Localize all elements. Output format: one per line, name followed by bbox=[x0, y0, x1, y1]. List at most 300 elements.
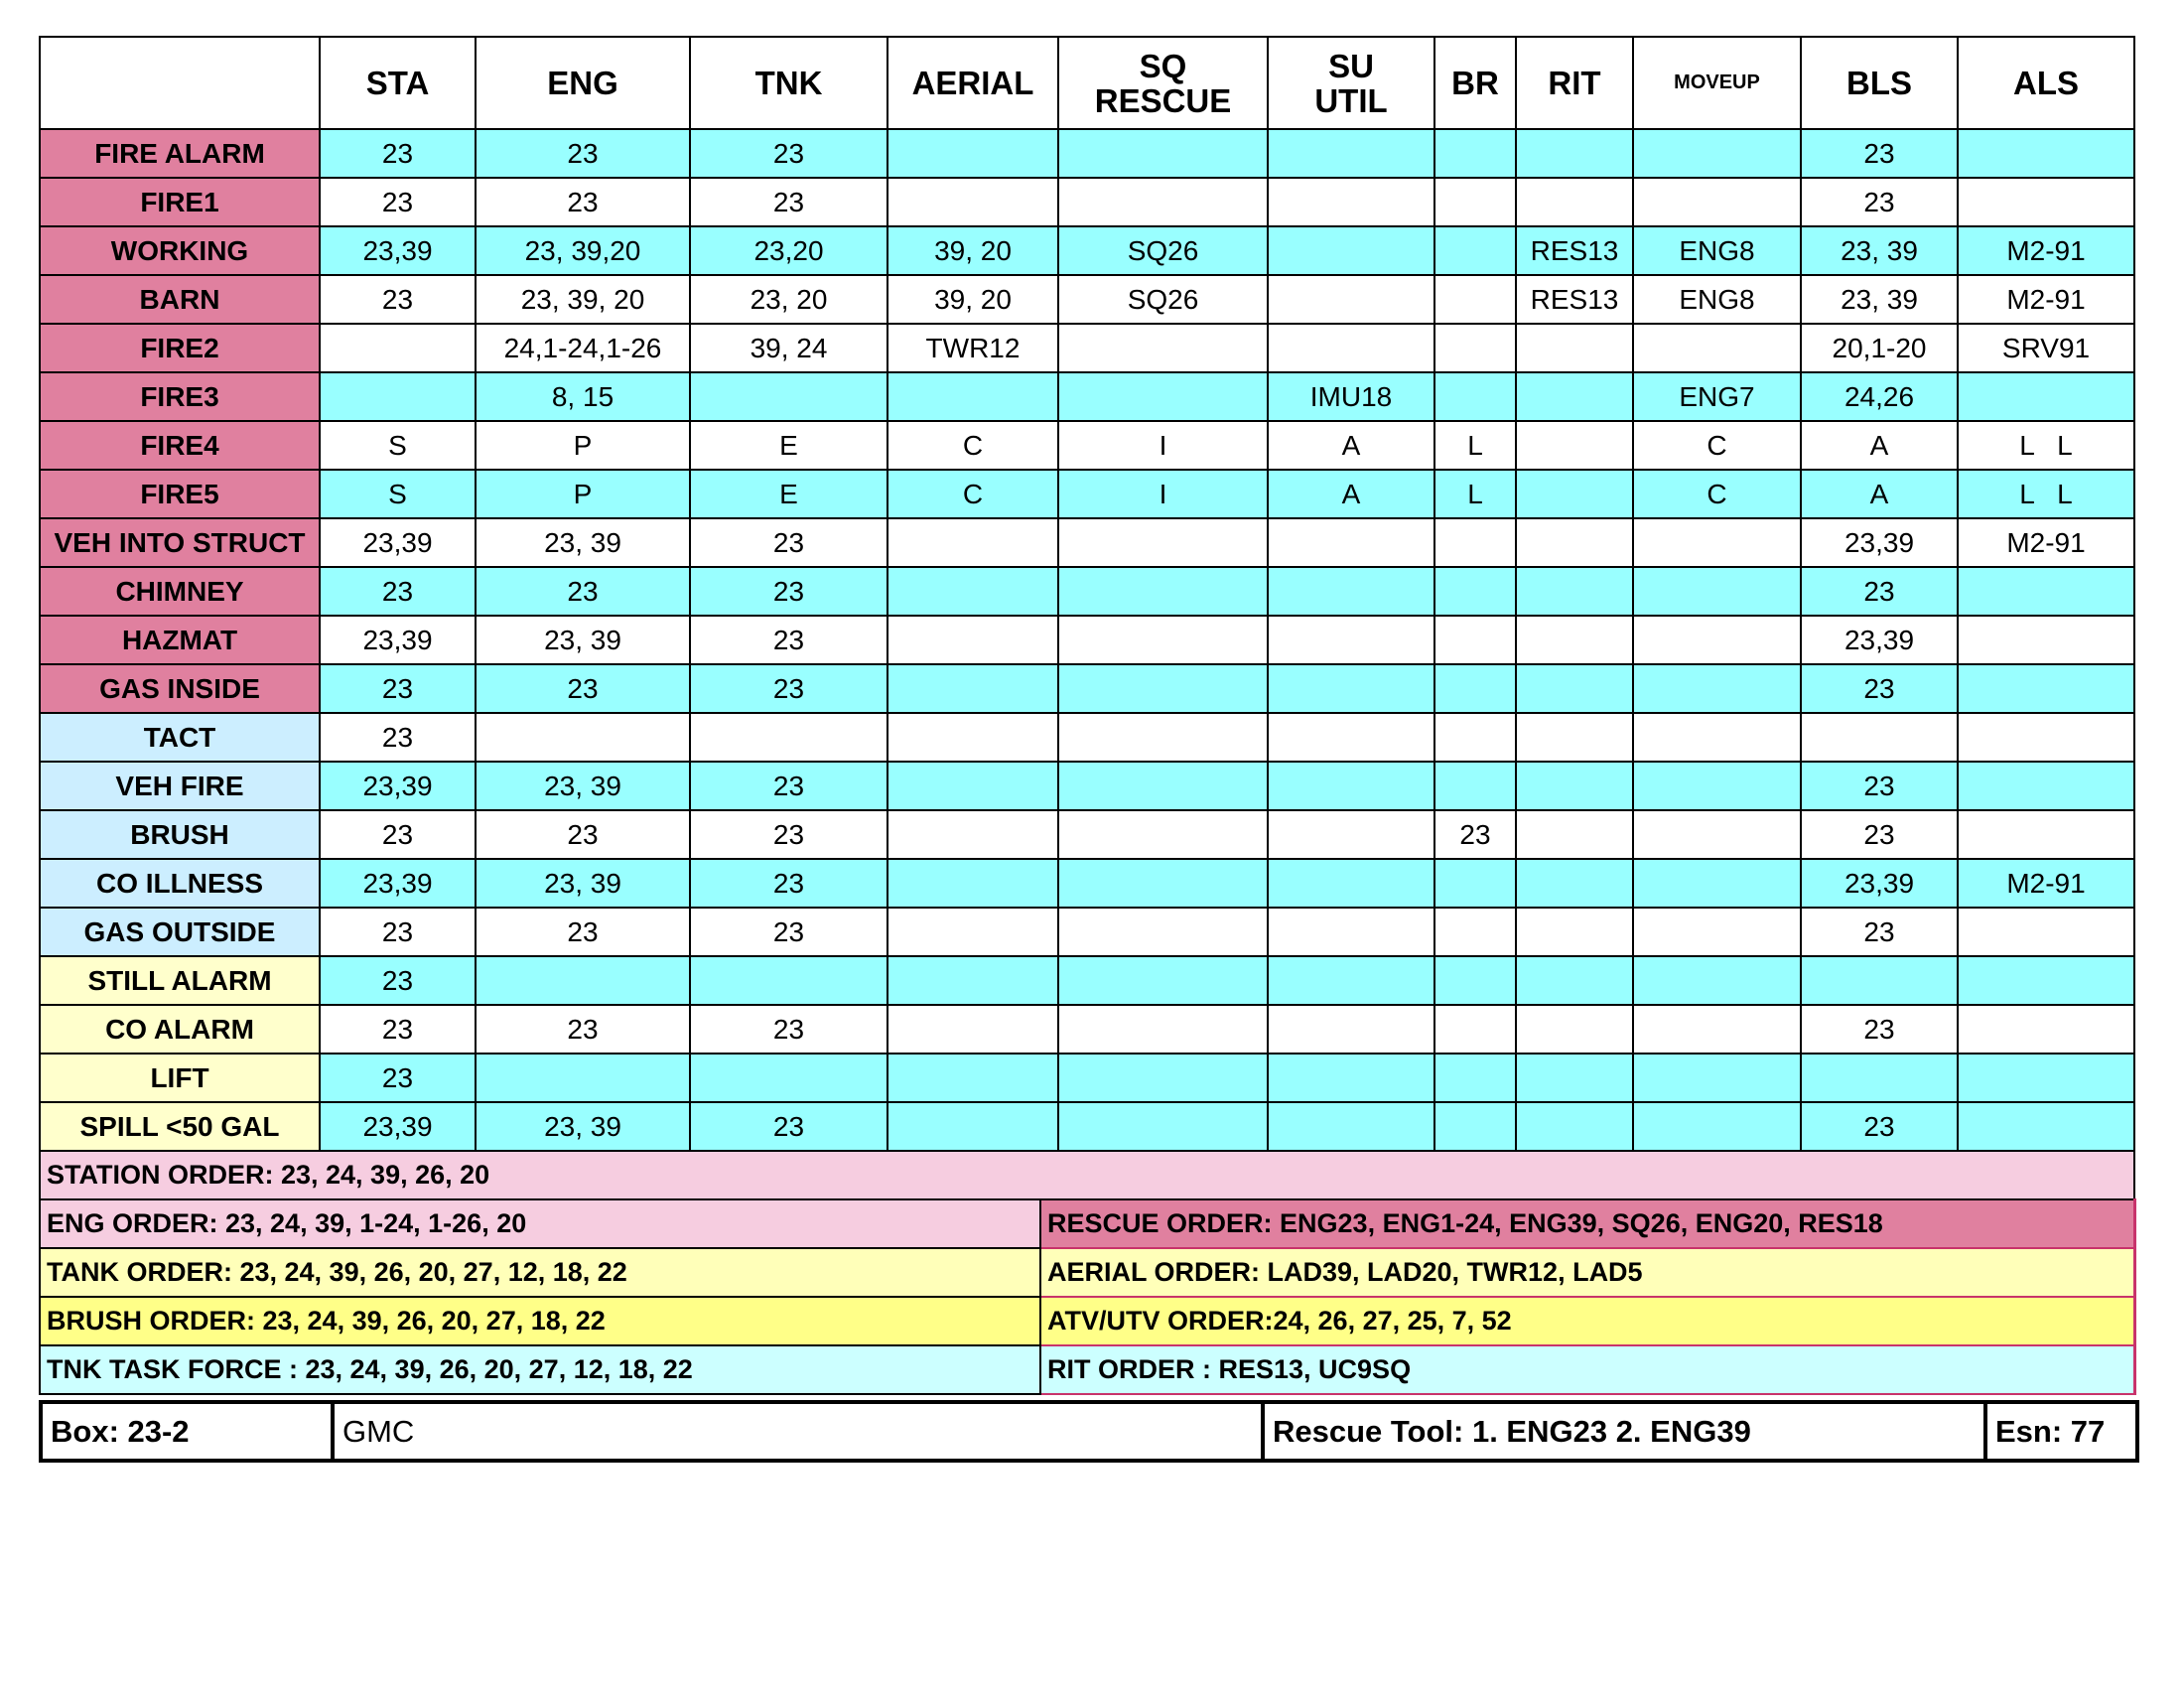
table-cell bbox=[1633, 1102, 1801, 1151]
table-row bbox=[40, 1005, 2134, 1054]
table-cell: 23 bbox=[690, 567, 887, 616]
table-cell bbox=[1958, 616, 2134, 664]
table-cell bbox=[1058, 1102, 1268, 1151]
column-header: SU UTIL bbox=[1268, 37, 1434, 129]
header-row bbox=[40, 37, 2134, 129]
row-label: GAS INSIDE bbox=[40, 664, 320, 713]
table-cell bbox=[1268, 518, 1434, 567]
table-cell bbox=[1434, 1054, 1516, 1102]
table-cell: RES13 bbox=[1516, 226, 1633, 275]
table-cell bbox=[1268, 956, 1434, 1005]
table-cell bbox=[476, 956, 690, 1005]
table-cell: 23 bbox=[320, 664, 476, 713]
row-label: FIRE1 bbox=[40, 178, 320, 226]
table-cell bbox=[1058, 616, 1268, 664]
table-cell bbox=[1058, 810, 1268, 859]
table-row bbox=[40, 178, 2134, 226]
row-label: BARN bbox=[40, 275, 320, 324]
table-cell bbox=[1516, 470, 1633, 518]
row-label: WORKING bbox=[40, 226, 320, 275]
table-cell bbox=[1434, 226, 1516, 275]
table-cell bbox=[887, 859, 1058, 908]
table-cell bbox=[1268, 616, 1434, 664]
table-cell: C bbox=[1633, 470, 1801, 518]
response-grid bbox=[39, 36, 2135, 1152]
table-cell bbox=[1633, 664, 1801, 713]
table-cell bbox=[1434, 372, 1516, 421]
table-row bbox=[40, 1054, 2134, 1102]
table-cell bbox=[1516, 956, 1633, 1005]
table-cell: A bbox=[1268, 421, 1434, 470]
table-cell: E bbox=[690, 470, 887, 518]
column-header: ENG bbox=[476, 37, 690, 129]
table-cell bbox=[1958, 713, 2134, 762]
table-cell: 39, 24 bbox=[690, 324, 887, 372]
footer-table bbox=[39, 1400, 2139, 1463]
row-label: CO ALARM bbox=[40, 1005, 320, 1054]
table-cell bbox=[1633, 1054, 1801, 1102]
row-label: SPILL <50 GAL bbox=[40, 1102, 320, 1151]
table-cell bbox=[1434, 908, 1516, 956]
table-cell bbox=[1958, 1102, 2134, 1151]
table-cell bbox=[320, 324, 476, 372]
table-cell: 39, 20 bbox=[887, 275, 1058, 324]
table-cell: L L bbox=[1958, 470, 2134, 518]
table-cell bbox=[1268, 275, 1434, 324]
table-cell bbox=[1516, 129, 1633, 178]
table-cell bbox=[320, 372, 476, 421]
table-cell bbox=[1633, 567, 1801, 616]
table-cell bbox=[1958, 762, 2134, 810]
orders-table bbox=[39, 1150, 2136, 1395]
table-cell: A bbox=[1801, 421, 1958, 470]
table-cell bbox=[1434, 275, 1516, 324]
table-cell bbox=[1434, 616, 1516, 664]
table-cell: P bbox=[476, 421, 690, 470]
table-cell: L L bbox=[1958, 421, 2134, 470]
table-row bbox=[40, 810, 2134, 859]
table-cell bbox=[887, 567, 1058, 616]
table-cell: 23,39 bbox=[1801, 518, 1958, 567]
table-cell bbox=[1633, 713, 1801, 762]
table-row bbox=[40, 616, 2134, 664]
table-cell bbox=[1268, 810, 1434, 859]
table-cell bbox=[887, 762, 1058, 810]
column-header: BR bbox=[1434, 37, 1516, 129]
table-cell: 23 bbox=[690, 129, 887, 178]
table-cell bbox=[1058, 178, 1268, 226]
table-cell: 23, 39 bbox=[476, 518, 690, 567]
table-cell bbox=[1633, 616, 1801, 664]
table-cell bbox=[1058, 372, 1268, 421]
row-label: FIRE4 bbox=[40, 421, 320, 470]
table-cell bbox=[887, 1005, 1058, 1054]
table-row bbox=[40, 1102, 2134, 1151]
table-cell bbox=[1958, 1054, 2134, 1102]
table-row bbox=[40, 226, 2134, 275]
table-cell: 23 bbox=[690, 908, 887, 956]
table-cell bbox=[1633, 908, 1801, 956]
table-cell: 23 bbox=[1801, 1102, 1958, 1151]
table-cell bbox=[1268, 567, 1434, 616]
table-cell: M2-91 bbox=[1958, 518, 2134, 567]
table-cell bbox=[1516, 616, 1633, 664]
table-cell: ENG8 bbox=[1633, 275, 1801, 324]
table-row bbox=[40, 762, 2134, 810]
row-label: TACT bbox=[40, 713, 320, 762]
table-cell bbox=[1516, 908, 1633, 956]
table-cell bbox=[1958, 956, 2134, 1005]
table-cell bbox=[1516, 1102, 1633, 1151]
table-row bbox=[40, 664, 2134, 713]
column-header: MOVEUP bbox=[1633, 37, 1801, 129]
table-cell bbox=[1268, 664, 1434, 713]
table-cell bbox=[1268, 762, 1434, 810]
table-cell: SQ26 bbox=[1058, 226, 1268, 275]
table-cell: 23,39 bbox=[320, 859, 476, 908]
table-cell bbox=[1058, 713, 1268, 762]
table-cell bbox=[1058, 324, 1268, 372]
table-cell: 23 bbox=[320, 567, 476, 616]
row-label: BRUSH bbox=[40, 810, 320, 859]
table-cell bbox=[1516, 178, 1633, 226]
table-cell: 23,39 bbox=[320, 762, 476, 810]
table-cell: 23 bbox=[320, 129, 476, 178]
column-header: AERIAL bbox=[887, 37, 1058, 129]
table-cell bbox=[1633, 956, 1801, 1005]
table-cell bbox=[1434, 518, 1516, 567]
table-cell bbox=[1516, 421, 1633, 470]
table-cell bbox=[1958, 372, 2134, 421]
table-cell bbox=[1058, 762, 1268, 810]
row-label: FIRE ALARM bbox=[40, 129, 320, 178]
table-cell: 23 bbox=[1801, 1005, 1958, 1054]
table-row bbox=[40, 372, 2134, 421]
column-header: TNK bbox=[690, 37, 887, 129]
header-corner bbox=[40, 37, 320, 129]
table-cell bbox=[887, 178, 1058, 226]
table-cell bbox=[887, 664, 1058, 713]
eng-order: ENG ORDER: 23, 24, 39, 1-24, 1-26, 20 bbox=[40, 1199, 1040, 1248]
table-row bbox=[40, 129, 2134, 178]
table-cell: L bbox=[1434, 421, 1516, 470]
table-cell: 23 bbox=[690, 762, 887, 810]
table-cell bbox=[1058, 1005, 1268, 1054]
table-cell bbox=[1958, 567, 2134, 616]
column-header: RIT bbox=[1516, 37, 1633, 129]
table-cell: TWR12 bbox=[887, 324, 1058, 372]
table-cell: 23, 39 bbox=[476, 1102, 690, 1151]
table-cell bbox=[1516, 859, 1633, 908]
table-cell bbox=[1633, 178, 1801, 226]
table-cell bbox=[1434, 567, 1516, 616]
table-cell bbox=[887, 713, 1058, 762]
table-cell bbox=[1633, 810, 1801, 859]
table-cell bbox=[887, 129, 1058, 178]
table-cell: 23 bbox=[690, 810, 887, 859]
table-row bbox=[40, 567, 2134, 616]
row-label: LIFT bbox=[40, 1054, 320, 1102]
table-cell: 23,39 bbox=[1801, 859, 1958, 908]
row-label: VEH FIRE bbox=[40, 762, 320, 810]
table-cell: 23 bbox=[320, 1005, 476, 1054]
table-cell: 23 bbox=[690, 859, 887, 908]
table-cell bbox=[1958, 810, 2134, 859]
rescue-order: RESCUE ORDER: ENG23, ENG1-24, ENG39, SQ26, ENG20, RES18 bbox=[1040, 1199, 2134, 1248]
table-cell bbox=[1516, 810, 1633, 859]
table-row bbox=[40, 908, 2134, 956]
table-cell: 24,1-24,1-26 bbox=[476, 324, 690, 372]
table-cell: C bbox=[887, 470, 1058, 518]
grid-body bbox=[40, 129, 2134, 1151]
table-cell bbox=[1434, 713, 1516, 762]
table-cell: 23 bbox=[476, 129, 690, 178]
table-row bbox=[40, 324, 2134, 372]
table-cell bbox=[1958, 178, 2134, 226]
table-cell: 20,1-20 bbox=[1801, 324, 1958, 372]
tnk-task-force: TNK TASK FORCE : 23, 24, 39, 26, 20, 27, 12, 18, 22 bbox=[40, 1345, 1040, 1394]
table-cell bbox=[1958, 664, 2134, 713]
table-cell: 8, 15 bbox=[476, 372, 690, 421]
box-number: Box: 23-2 bbox=[41, 1402, 333, 1461]
table-cell: 23 bbox=[476, 1005, 690, 1054]
table-cell: ENG7 bbox=[1633, 372, 1801, 421]
table-cell bbox=[1058, 859, 1268, 908]
table-cell: E bbox=[690, 421, 887, 470]
run-card-sheet bbox=[39, 36, 2133, 1463]
table-cell: A bbox=[1801, 470, 1958, 518]
table-cell: 23, 39, 20 bbox=[476, 275, 690, 324]
table-row bbox=[40, 956, 2134, 1005]
table-cell: 23 bbox=[320, 178, 476, 226]
brush-order: BRUSH ORDER: 23, 24, 39, 26, 20, 27, 18, 22 bbox=[40, 1297, 1040, 1345]
table-cell bbox=[1958, 129, 2134, 178]
table-cell bbox=[1268, 178, 1434, 226]
table-cell: 23, 20 bbox=[690, 275, 887, 324]
table-cell: 24,26 bbox=[1801, 372, 1958, 421]
row-label: VEH INTO STRUCT bbox=[40, 518, 320, 567]
table-cell: P bbox=[476, 470, 690, 518]
table-cell bbox=[1633, 324, 1801, 372]
table-cell bbox=[1516, 567, 1633, 616]
table-cell bbox=[1516, 762, 1633, 810]
row-label: HAZMAT bbox=[40, 616, 320, 664]
rescue-tool: Rescue Tool: 1. ENG23 2. ENG39 bbox=[1263, 1402, 1985, 1461]
table-cell: A bbox=[1268, 470, 1434, 518]
station-order: STATION ORDER: 23, 24, 39, 26, 20 bbox=[40, 1151, 2134, 1199]
table-cell bbox=[1268, 713, 1434, 762]
table-cell bbox=[887, 908, 1058, 956]
table-cell bbox=[1058, 1054, 1268, 1102]
table-cell bbox=[476, 1054, 690, 1102]
table-cell: C bbox=[1633, 421, 1801, 470]
table-cell: IMU18 bbox=[1268, 372, 1434, 421]
table-row bbox=[40, 421, 2134, 470]
column-header: ALS bbox=[1958, 37, 2134, 129]
table-cell: 23 bbox=[690, 518, 887, 567]
table-cell bbox=[1633, 859, 1801, 908]
table-cell: 23 bbox=[320, 956, 476, 1005]
table-cell: 23,20 bbox=[690, 226, 887, 275]
table-cell bbox=[1633, 762, 1801, 810]
table-cell: I bbox=[1058, 421, 1268, 470]
table-cell: S bbox=[320, 470, 476, 518]
table-cell bbox=[1516, 1054, 1633, 1102]
table-cell bbox=[690, 713, 887, 762]
table-cell bbox=[690, 956, 887, 1005]
table-cell: 23,39 bbox=[320, 518, 476, 567]
table-row bbox=[40, 275, 2134, 324]
table-cell: 23 bbox=[690, 616, 887, 664]
table-cell: 39, 20 bbox=[887, 226, 1058, 275]
table-cell bbox=[887, 518, 1058, 567]
table-cell: SQ26 bbox=[1058, 275, 1268, 324]
table-cell bbox=[1058, 567, 1268, 616]
table-cell bbox=[1058, 664, 1268, 713]
table-row bbox=[40, 518, 2134, 567]
table-cell bbox=[1516, 518, 1633, 567]
table-cell bbox=[1801, 713, 1958, 762]
table-cell: 23 bbox=[1801, 762, 1958, 810]
aerial-order: AERIAL ORDER: LAD39, LAD20, TWR12, LAD5 bbox=[1040, 1248, 2134, 1297]
table-cell bbox=[1434, 762, 1516, 810]
row-label: CO ILLNESS bbox=[40, 859, 320, 908]
table-cell: M2-91 bbox=[1958, 226, 2134, 275]
table-cell bbox=[1633, 518, 1801, 567]
table-cell: 23 bbox=[1801, 908, 1958, 956]
table-cell: 23,39 bbox=[320, 226, 476, 275]
table-cell: 23 bbox=[320, 275, 476, 324]
table-cell bbox=[1434, 178, 1516, 226]
table-cell: ENG8 bbox=[1633, 226, 1801, 275]
table-cell bbox=[1268, 1054, 1434, 1102]
row-label: FIRE5 bbox=[40, 470, 320, 518]
table-cell: 23 bbox=[1801, 664, 1958, 713]
table-cell bbox=[690, 372, 887, 421]
table-cell bbox=[887, 810, 1058, 859]
table-cell bbox=[476, 713, 690, 762]
table-cell bbox=[1268, 129, 1434, 178]
table-row bbox=[40, 859, 2134, 908]
table-cell bbox=[1516, 713, 1633, 762]
table-cell bbox=[1633, 1005, 1801, 1054]
table-cell: M2-91 bbox=[1958, 275, 2134, 324]
area-name: GMC bbox=[333, 1402, 1263, 1461]
table-cell: 23,39 bbox=[320, 1102, 476, 1151]
table-cell: 23 bbox=[1801, 129, 1958, 178]
column-header: STA bbox=[320, 37, 476, 129]
table-cell bbox=[887, 616, 1058, 664]
table-cell: 23 bbox=[1801, 810, 1958, 859]
table-cell: 23 bbox=[1434, 810, 1516, 859]
table-cell bbox=[1434, 1102, 1516, 1151]
table-cell bbox=[1434, 129, 1516, 178]
table-cell bbox=[1516, 664, 1633, 713]
rit-order: RIT ORDER : RES13, UC9SQ bbox=[1040, 1345, 2134, 1394]
table-cell: 23, 39 bbox=[1801, 226, 1958, 275]
table-cell bbox=[1268, 908, 1434, 956]
table-cell bbox=[690, 1054, 887, 1102]
row-label: GAS OUTSIDE bbox=[40, 908, 320, 956]
table-cell bbox=[1268, 226, 1434, 275]
table-cell bbox=[1434, 859, 1516, 908]
row-label: CHIMNEY bbox=[40, 567, 320, 616]
row-label: FIRE3 bbox=[40, 372, 320, 421]
row-label: STILL ALARM bbox=[40, 956, 320, 1005]
table-cell: SRV91 bbox=[1958, 324, 2134, 372]
table-cell: C bbox=[887, 421, 1058, 470]
table-cell bbox=[1268, 1005, 1434, 1054]
table-cell: 23 bbox=[476, 908, 690, 956]
table-cell bbox=[1434, 324, 1516, 372]
table-cell bbox=[1434, 1005, 1516, 1054]
table-row bbox=[40, 470, 2134, 518]
table-cell bbox=[1268, 1102, 1434, 1151]
table-cell bbox=[1268, 859, 1434, 908]
table-cell bbox=[887, 372, 1058, 421]
table-cell: 23, 39 bbox=[476, 762, 690, 810]
table-cell: I bbox=[1058, 470, 1268, 518]
table-cell bbox=[1633, 129, 1801, 178]
table-cell: 23,39 bbox=[1801, 616, 1958, 664]
table-cell: 23 bbox=[320, 810, 476, 859]
table-cell: 23 bbox=[476, 810, 690, 859]
table-cell: 23 bbox=[690, 178, 887, 226]
table-cell: 23, 39 bbox=[476, 616, 690, 664]
table-cell bbox=[1268, 324, 1434, 372]
table-cell: 23, 39 bbox=[1801, 275, 1958, 324]
table-cell: 23 bbox=[320, 1054, 476, 1102]
table-cell bbox=[1516, 324, 1633, 372]
table-cell: 23,39 bbox=[320, 616, 476, 664]
table-cell bbox=[887, 1102, 1058, 1151]
table-cell: 23 bbox=[320, 713, 476, 762]
table-cell bbox=[1958, 1005, 2134, 1054]
table-cell: 23, 39,20 bbox=[476, 226, 690, 275]
table-cell: S bbox=[320, 421, 476, 470]
table-cell bbox=[1801, 1054, 1958, 1102]
column-header: SQ RESCUE bbox=[1058, 37, 1268, 129]
table-cell bbox=[1434, 956, 1516, 1005]
table-cell bbox=[1516, 372, 1633, 421]
table-cell bbox=[1058, 908, 1268, 956]
table-cell bbox=[1801, 956, 1958, 1005]
table-cell: 23 bbox=[690, 1102, 887, 1151]
table-cell: 23 bbox=[476, 178, 690, 226]
table-cell: L bbox=[1434, 470, 1516, 518]
table-cell: 23 bbox=[1801, 178, 1958, 226]
table-cell: 23 bbox=[476, 664, 690, 713]
table-cell: 23 bbox=[476, 567, 690, 616]
table-cell: 23 bbox=[320, 908, 476, 956]
tank-order: TANK ORDER: 23, 24, 39, 26, 20, 27, 12, 18, 22 bbox=[40, 1248, 1040, 1297]
table-cell bbox=[1058, 518, 1268, 567]
table-cell bbox=[887, 956, 1058, 1005]
table-cell bbox=[1516, 1005, 1633, 1054]
table-cell bbox=[887, 1054, 1058, 1102]
table-cell bbox=[1434, 664, 1516, 713]
table-row bbox=[40, 713, 2134, 762]
table-cell bbox=[1058, 129, 1268, 178]
atv-utv-order: ATV/UTV ORDER:24, 26, 27, 25, 7, 52 bbox=[1040, 1297, 2134, 1345]
esn-number: Esn: 77 bbox=[1985, 1402, 2137, 1461]
table-cell bbox=[1958, 908, 2134, 956]
column-header: BLS bbox=[1801, 37, 1958, 129]
table-cell: 23 bbox=[690, 664, 887, 713]
table-cell bbox=[1058, 956, 1268, 1005]
table-cell: RES13 bbox=[1516, 275, 1633, 324]
table-cell: M2-91 bbox=[1958, 859, 2134, 908]
